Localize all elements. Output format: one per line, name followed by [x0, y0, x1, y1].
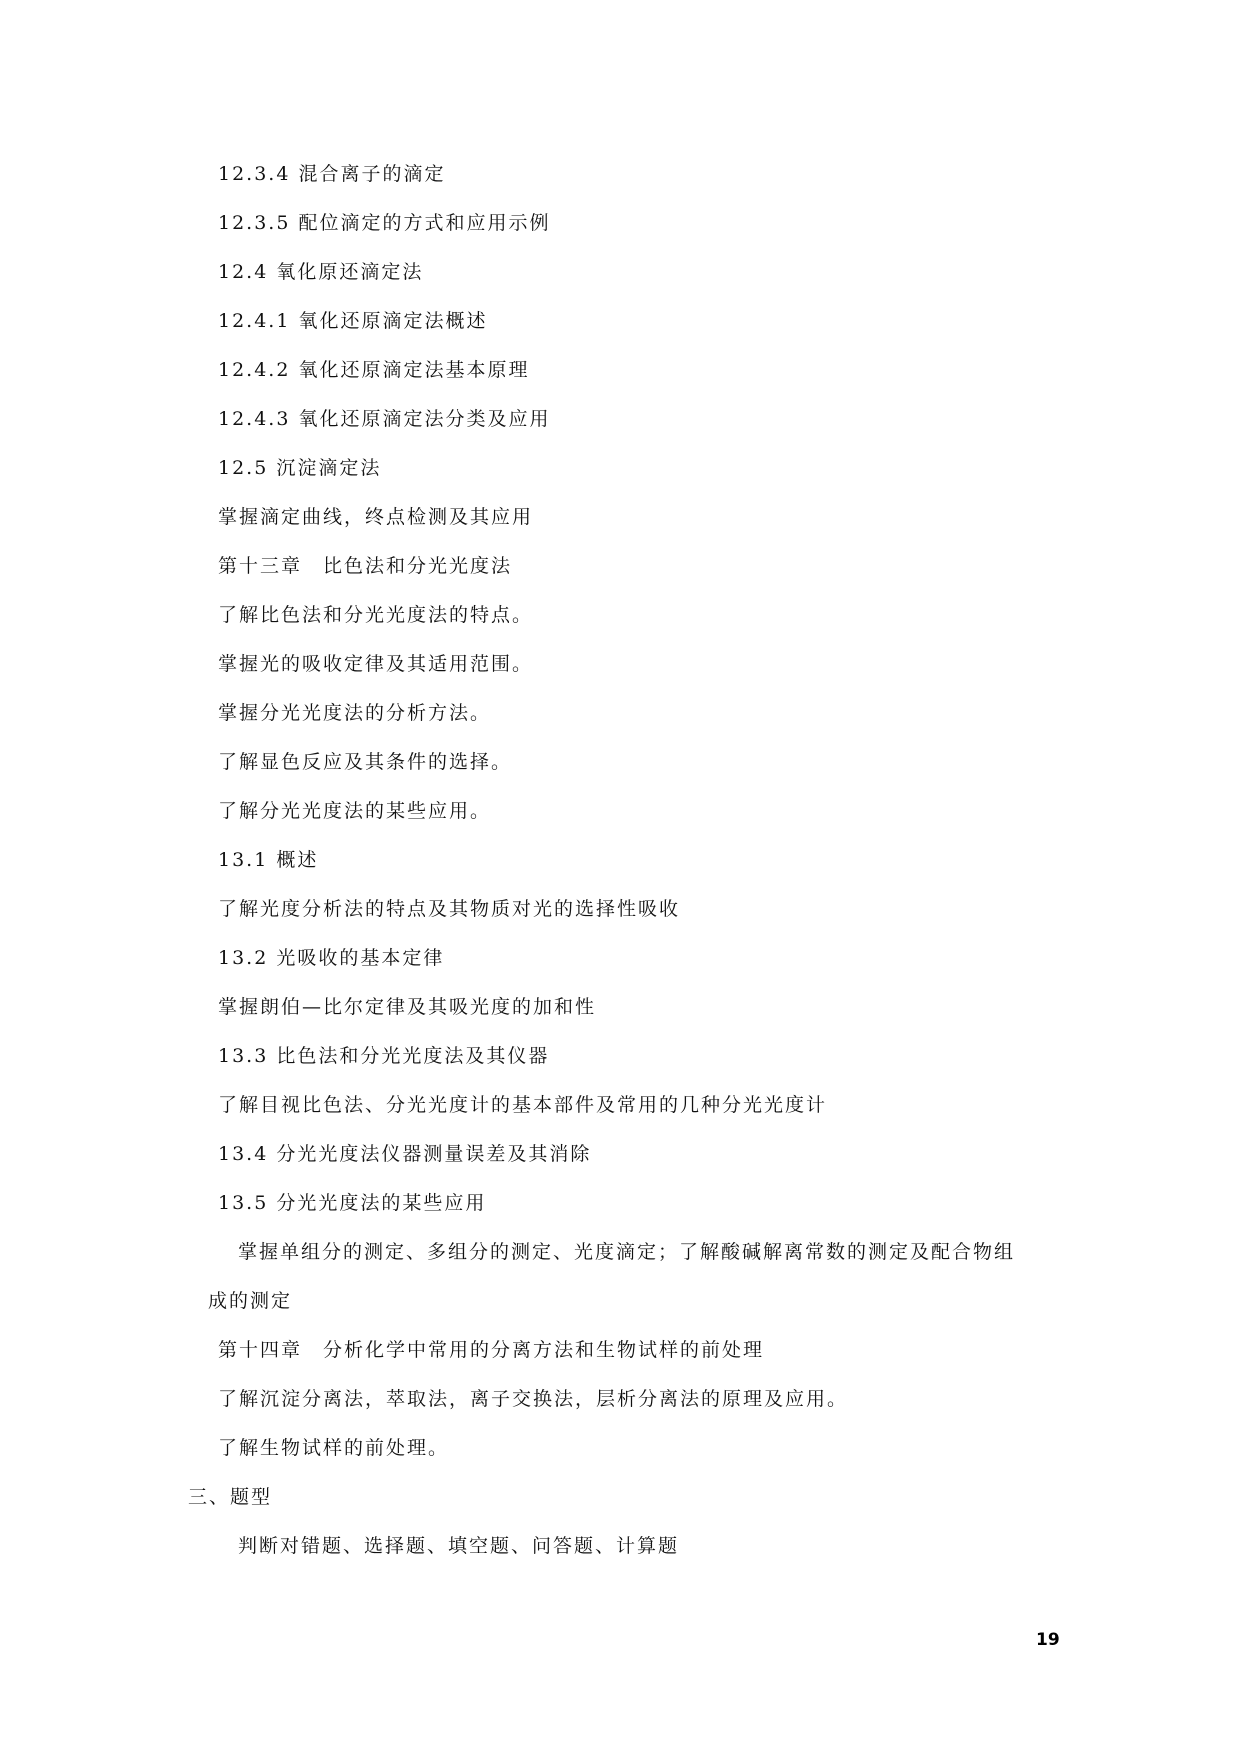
text-line: 掌握光的吸收定律及其适用范围。 [218, 653, 534, 675]
text-line: 了解显色反应及其条件的选择。 [218, 751, 513, 773]
text-line: 了解光度分析法的特点及其物质对光的选择性吸收 [218, 898, 681, 920]
text-line: 12.4.1 氧化还原滴定法概述 [218, 310, 488, 332]
chapter-heading: 第十三章 比色法和分光光度法 [218, 555, 513, 577]
section-heading: 13.3 比色法和分光光度法及其仪器 [218, 1045, 550, 1067]
chapter-heading: 第十四章 分析化学中常用的分离方法和生物试样的前处理 [218, 1339, 765, 1361]
paragraph-line: 成的测定 [208, 1290, 293, 1312]
text-line: 掌握朗伯—比尔定律及其吸光度的加和性 [218, 996, 597, 1018]
section-heading: 13.4 分光光度法仪器测量误差及其消除 [218, 1143, 592, 1165]
text-line: 了解沉淀分离法，萃取法，离子交换法，层析分离法的原理及应用。 [218, 1388, 849, 1410]
text-line: 12.4.2 氧化还原滴定法基本原理 [218, 359, 530, 381]
text-line: 掌握分光光度法的分析方法。 [218, 702, 492, 724]
page-number: 19 [1036, 1630, 1060, 1650]
text-line: 了解分光光度法的某些应用。 [218, 800, 492, 822]
text-line: 了解目视比色法、分光光度计的基本部件及常用的几种分光光度计 [218, 1094, 828, 1116]
text-line: 12.3.4 混合离子的滴定 [218, 163, 446, 185]
section-heading: 13.1 概述 [218, 849, 319, 871]
text-line: 了解生物试样的前处理。 [218, 1437, 450, 1459]
section-heading: 12.5 沉淀滴定法 [218, 457, 382, 479]
section-heading: 12.4 氧化原还滴定法 [218, 261, 424, 283]
text-line: 了解比色法和分光光度法的特点。 [218, 604, 534, 626]
text-line: 判断对错题、选择题、填空题、问答题、计算题 [238, 1535, 680, 1557]
part-heading: 三、题型 [188, 1486, 273, 1508]
paragraph-line: 掌握单组分的测定、多组分的测定、光度滴定；了解酸碱解离常数的测定及配合物组 [238, 1241, 1016, 1263]
section-heading: 13.2 光吸收的基本定律 [218, 947, 445, 969]
section-heading: 13.5 分光光度法的某些应用 [218, 1192, 487, 1214]
text-line: 12.3.5 配位滴定的方式和应用示例 [218, 212, 551, 234]
text-line: 掌握滴定曲线，终点检测及其应用 [218, 506, 534, 528]
text-line: 12.4.3 氧化还原滴定法分类及应用 [218, 408, 551, 430]
